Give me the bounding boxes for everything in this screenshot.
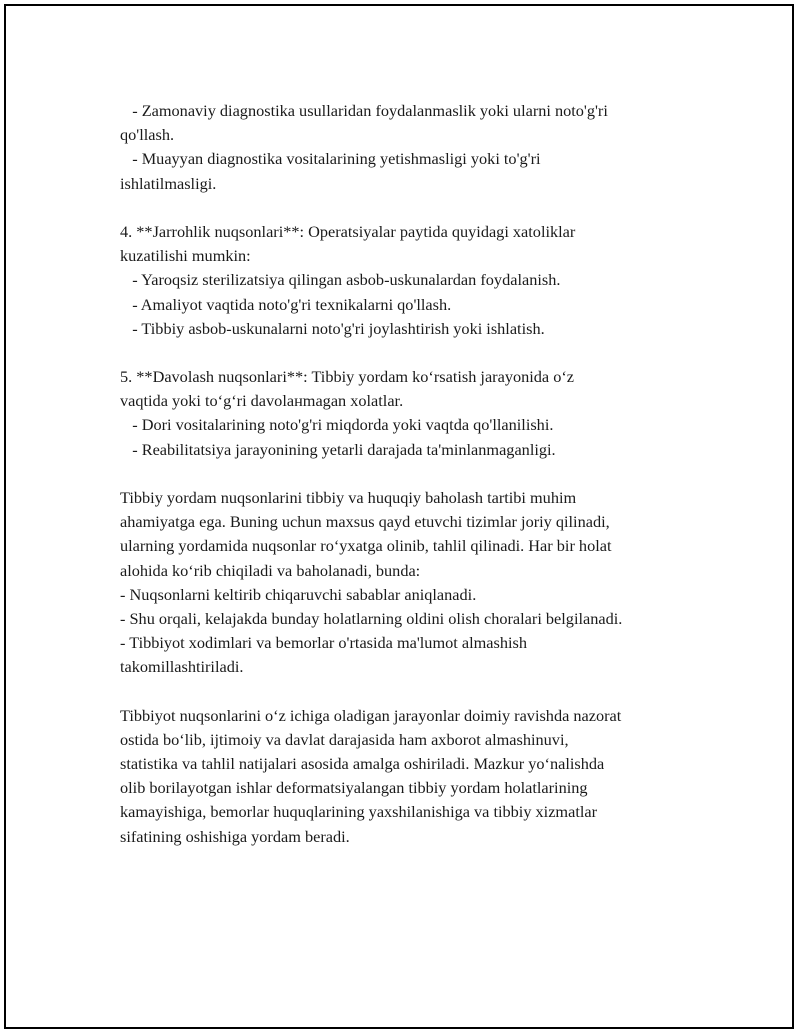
text-line: - Dori vositalarining noto'g'ri miqdorda yoki vaqtda qo'llanilishi. (120, 415, 554, 435)
text-line: kamayishiga, bemorlar huquqlarining yaxshilanishiga va tibbiy xizmatlar (120, 802, 598, 822)
conclusion-paragraph (120, 704, 710, 849)
paragraph-gap (120, 680, 710, 704)
text-line: - Reabilitatsiya jarayonining yetarli darajada ta'minlanmaganligi. (120, 439, 556, 459)
text-line: takomillashtiriladi. (120, 657, 244, 677)
treatment-defects (120, 365, 710, 462)
text-line: Tibbiy yordam nuqsonlarini tibbiy va huquqiy baholash tartibi muhim (120, 488, 577, 507)
text-line: 4. **Jarrohlik nuqsonlari**: Operatsiyalar paytida quyidagi xatoliklar (120, 221, 576, 241)
text-line: olib borilayotgan ishlar deformatsiyalangan tibbiy yordam holatlarining (120, 778, 588, 798)
text-line: - Yaroqsiz sterilizatsiya qilingan asbob-uskunalardan foydalanish. (120, 270, 561, 290)
text-line: ahamiyatga ega. Buning uchun maxsus qayd etuvchi tizimlar joriy qilinadi, (120, 512, 610, 532)
diagnostic-defects-continued (120, 99, 710, 196)
text-line: Tibbiyot nuqsonlarini o‘z ichiga oladigan jarayonlar doimiy ravishda nazorat (120, 705, 622, 725)
text-line: vaqtida yoki to‘g‘ri davolaнmagan xolatlar. (120, 391, 404, 411)
text-line: statistika va tahlil natijalari asosida amalga oshiriladi. Mazkur yo‘nalishda (120, 754, 605, 774)
text-line: ostida bo‘lib, ijtimoiy va davlat darajasida ham axborot almashinuvi, (120, 729, 569, 749)
text-line: - Shu orqali, kelajakda bunday holatlarning oldini olish choralari belgilanadi. (120, 608, 623, 628)
paragraph-gap (120, 462, 710, 486)
paragraph-gap (120, 196, 710, 220)
text-line: - Tibbiy asbob-uskunalarni noto'g'ri joylashtirish yoki ishlatish. (120, 318, 545, 338)
text-line: - Nuqsonlarni keltirib chiqaruvchi sabablar aniqlanadi. (120, 584, 477, 604)
text-line: - Tibbiyot xodimlari va bemorlar o'rtasida ma'lumot almashish (120, 633, 527, 653)
text-line: ishlatilmasligi. (120, 173, 217, 193)
paragraph-gap (120, 341, 710, 365)
text-line: sifatining oshishiga yordam beradi. (120, 826, 350, 846)
document-page (4, 4, 794, 1029)
assessment-paragraph (120, 486, 710, 680)
document-body (120, 99, 710, 849)
text-line: kuzatilishi mumkin: (120, 246, 251, 266)
text-line: alohida ko‘rib chiqiladi va baholanadi, bunda: (120, 560, 421, 580)
text-line: qo'llash. (120, 125, 175, 145)
text-line: ularning yordamida nuqsonlar ro‘yxatga olinib, tahlil qilinadi. Har bir holat (120, 536, 612, 556)
text-line: 5. **Davolash nuqsonlari**: Tibbiy yordam ko‘rsatish jarayonida o‘z (120, 367, 575, 387)
surgical-defects (120, 220, 710, 341)
text-line: - Muayyan diagnostika vositalarining yetishmasligi yoki to'g'ri (120, 149, 541, 169)
text-line: - Amaliyot vaqtida noto'g'ri texnikalarni qo'llash. (120, 294, 452, 314)
text-line: - Zamonaviy diagnostika usullaridan foydalanmaslik yoki ularni noto'g'ri (120, 101, 608, 120)
